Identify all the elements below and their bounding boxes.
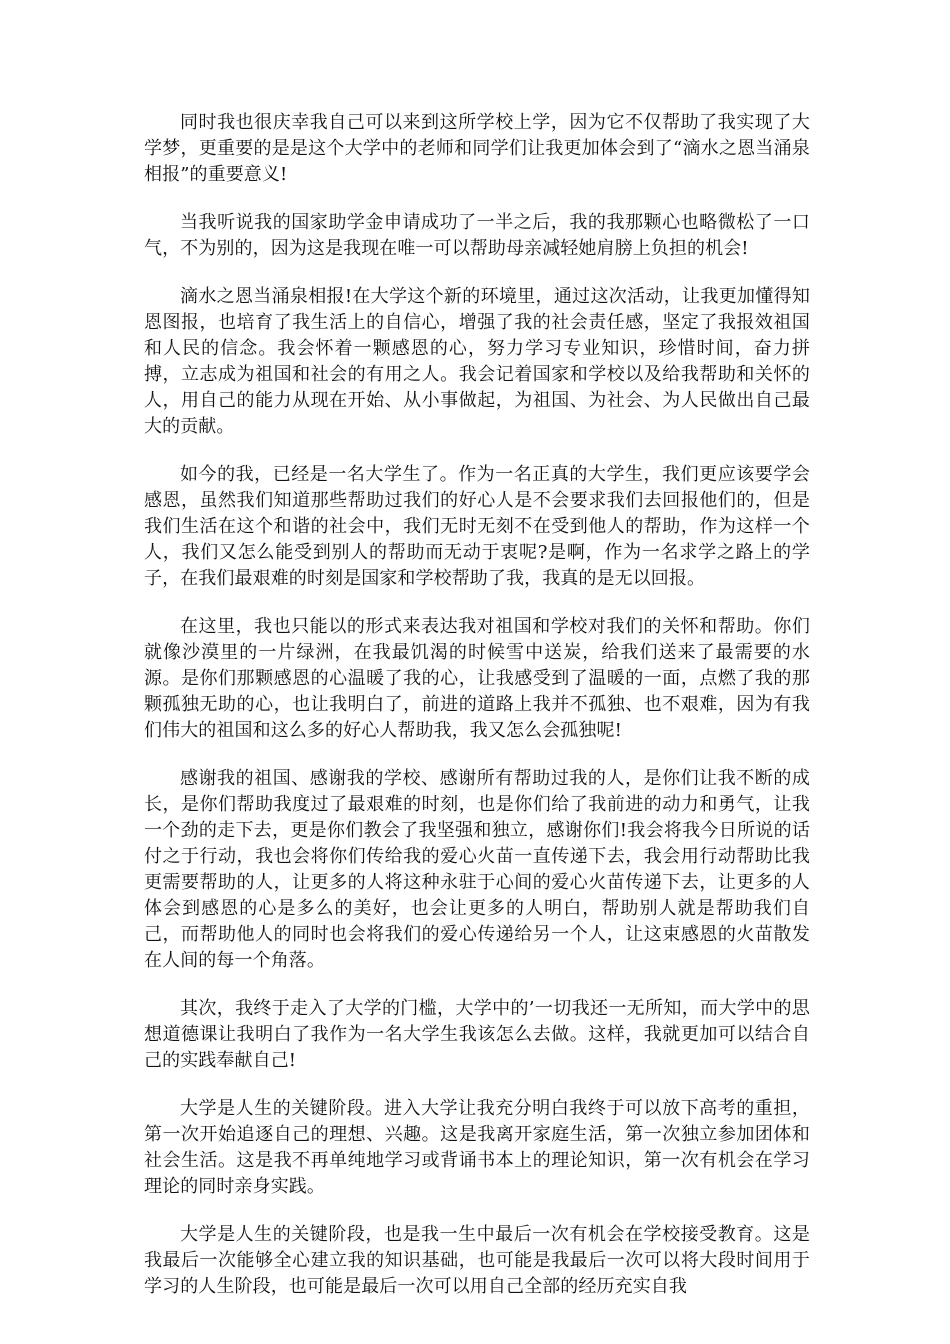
paragraph: 大学是人生的关键阶段。进入大学让我充分明白我终于可以放下高考的重担，第一次开始追逐自己的理想、兴趣。这是我离开家庭生活，第一次独立参加团体和社会生活。这是我不再单纯地学习或背诵书本上的理论知识，第一次有机会在学习理论的同时亲身实践。 <box>144 1098 810 1197</box>
paragraph: 其次，我终于走入了大学的门槛，大学中的’一切我还一无所知，而大学中的思想道德课让我明白了我作为一名大学生我该怎么去做。这样，我就更加可以结合自己的实践奉献自己! <box>144 998 810 1071</box>
paragraph: 当我听说我的国家助学金申请成功了一半之后，我的我那颗心也略微松了一口气，不为别的，因为这是我现在唯一可以帮助母亲减轻她肩膀上负担的机会! <box>144 212 810 259</box>
paragraph: 如今的我，已经是一名大学生了。作为一名正真的大学生，我们更应该要学会感恩，虽然我们知道那些帮助过我们的好心人是不会要求我们去回报他们的，但是我们生活在这个和谐的社会中，我们无时无刻不在受到他人的帮助，作为这样一个人，我们又怎么能受到别人的帮助而无动于衷呢?是啊，作为一名求学之路上的学子，在我们最艰难的时刻是国家和学校帮助了我，我真的是无以回报。 <box>144 464 810 589</box>
paragraph: 滴水之恩当涌泉相报!在大学这个新的环境里，通过这次活动，让我更加懂得知恩图报，也培育了我生活上的自信心，增强了我的社会责任感，坚定了我报效祖国和人民的信念。我会怀着一颗感恩的心，努力学习专业知识，珍惜时间，奋力拼搏，立志成为祖国和社会的有用之人。我会记着国家和学校以及给我帮助和关怀的人，用自己的能力从现在开始、从小事做起，为祖国、为社会、为人民做出自己最大的贡献。 <box>144 286 810 437</box>
document-body <box>144 110 810 1300</box>
paragraph: 在这里，我也只能以的形式来表达我对祖国和学校对我们的关怀和帮助。你们就像沙漠里的一片绿洲，在我最饥渴的时候雪中送炭，给我们送来了最需要的水源。是你们那颗感恩的心温暖了我的心，让我感受到了温暖的一面，点燃了我的那颗孤独无助的心，也让我明白了，前进的道路上我并不孤独、也不艰难，因为有我们伟大的祖国和这么多的好心人帮助我，我又怎么会孤独呢! <box>144 616 810 741</box>
paragraph: 感谢我的祖国、感谢我的学校、感谢所有帮助过我的人，是你们让我不断的成长，是你们帮助我度过了最艰难的时刻，也是你们给了我前进的动力和勇气，让我一个劲的走下去，更是你们教会了我坚强和独立，感谢你们!我会将我今日所说的话付之于行动，我也会将你们传给我的爱心火苗一直传递下去，我会用行动帮助比我更需要帮助的人，让更多的人将这种永驻于心间的爱心火苗传递下去，让更多的人体会到感恩的心是多么的美好，也会让更多的人明白，帮助别人就是帮助我们自己，而帮助他人的同时也会将我们的爱心传递给另一个人，让这束感恩的火苗散发在人间的每一个角落。 <box>144 768 810 971</box>
paragraph: 同时我也很庆幸我自己可以来到这所学校上学，因为它不仅帮助了我实现了大学梦，更重要的是是这个大学中的老师和同学们让我更加体会到了“滴水之恩当涌泉相报”的重要意义! <box>144 112 810 185</box>
paragraph: 大学是人生的关键阶段，也是我一生中最后一次有机会在学校接受教育。这是我最后一次能够全心建立我的知识基础，也可能是我最后一次可以将大段时间用于学习的人生阶段，也可能是最后一次可以用自己全部的经历充实自我 <box>144 1224 810 1297</box>
